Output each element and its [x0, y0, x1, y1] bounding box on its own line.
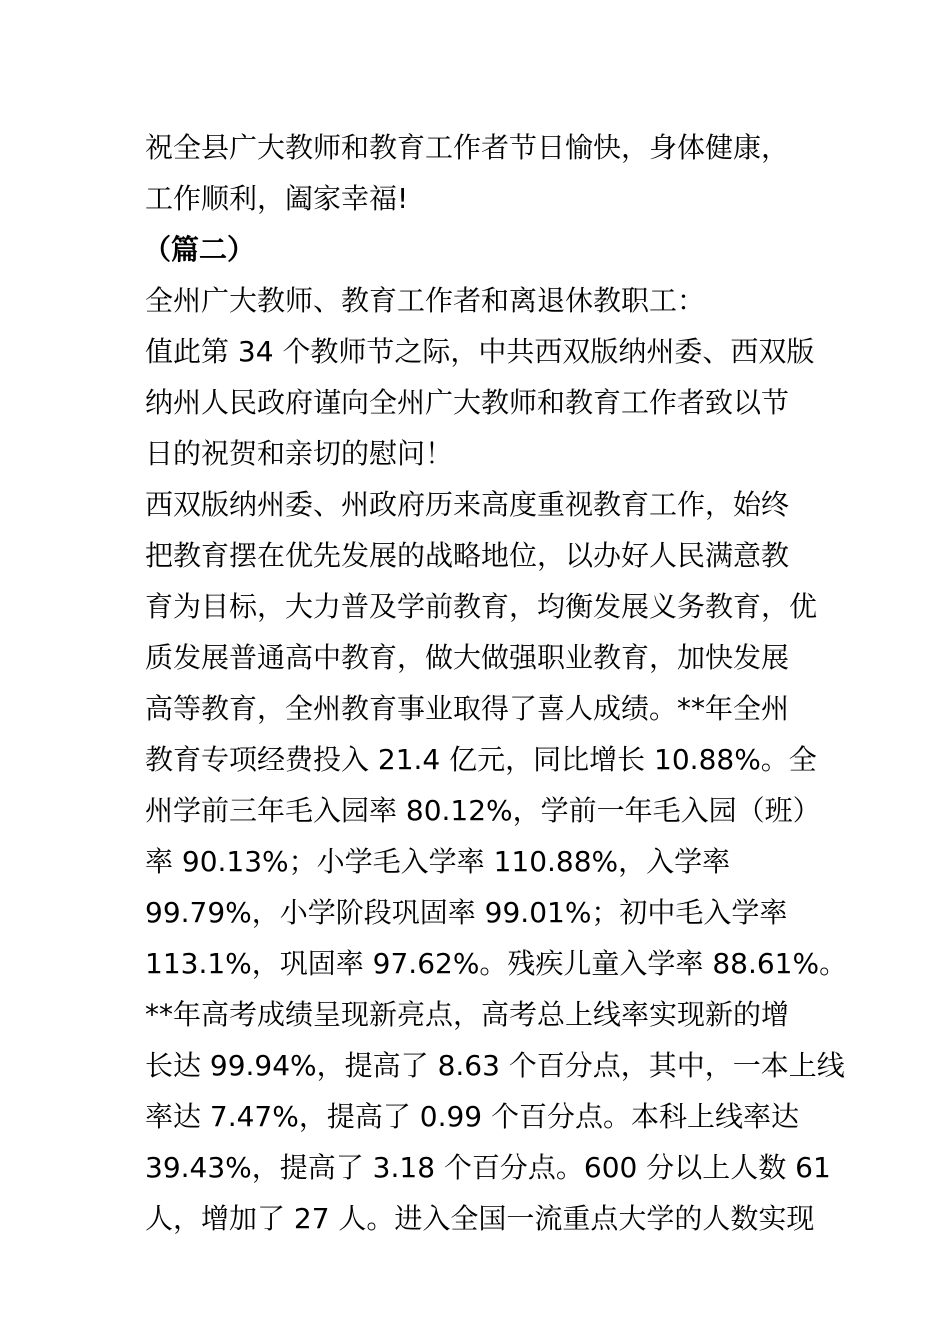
paragraph-line: 把教育摆在优先发展的战略地位，以办好人民满意教: [145, 539, 790, 572]
paragraph-line: **年高考成绩呈现新亮点，高考总上线率实现新的增: [145, 998, 790, 1031]
paragraph-line: 39.43%，提高了 3.18 个百分点。600 分以上人数 61: [145, 1151, 831, 1184]
paragraph-line: 率达 7.47%，提高了 0.99 个百分点。本科上线率达: [145, 1100, 799, 1133]
paragraph-line: 工作顺利，阖家幸福!: [145, 182, 409, 215]
paragraph-line: 州学前三年毛入园率 80.12%，学前一年毛入园（班）: [145, 794, 821, 827]
paragraph-line: 日的祝贺和亲切的慰问！: [145, 437, 454, 470]
paragraph-line: 教育专项经费投入 21.4 亿元，同比增长 10.88%。全: [145, 743, 817, 776]
section-heading: （篇二）: [143, 233, 256, 266]
paragraph-line: 质发展普通高中教育，做大做强职业教育，加快发展: [145, 641, 790, 674]
paragraph-line: 育为目标，大力普及学前教育，均衡发展义务教育，优: [145, 590, 818, 623]
paragraph-line: 人，增加了 27 人。进入全国一流重点大学的人数实现: [145, 1202, 815, 1235]
paragraph-line: 长达 99.94%，提高了 8.63 个百分点，其中，一本上线: [145, 1049, 845, 1082]
paragraph-line: 值此第 34 个教师节之际，中共西双版纳州委、西双版: [145, 335, 815, 368]
paragraph-line: 113.1%，巩固率 97.62%。残疾儿童入学率 88.61%。: [145, 947, 848, 980]
salutation-line: 全州广大教师、教育工作者和离退休教职工：: [145, 284, 706, 317]
paragraph-line: 率 90.13%；小学毛入学率 110.88%，入学率: [145, 845, 731, 878]
paragraph-line: 西双版纳州委、州政府历来高度重视教育工作，始终: [145, 488, 790, 521]
paragraph-line: 99.79%，小学阶段巩固率 99.01%；初中毛入学率: [145, 896, 788, 929]
paragraph-line: 高等教育，全州教育事业取得了喜人成绩。**年全州: [145, 692, 790, 725]
document-body: [143, 122, 848, 1244]
paragraph-line: 祝全县广大教师和教育工作者节日愉快，身体健康，: [145, 131, 790, 164]
paragraph-line: 纳州人民政府谨向全州广大教师和教育工作者致以节: [145, 386, 790, 419]
